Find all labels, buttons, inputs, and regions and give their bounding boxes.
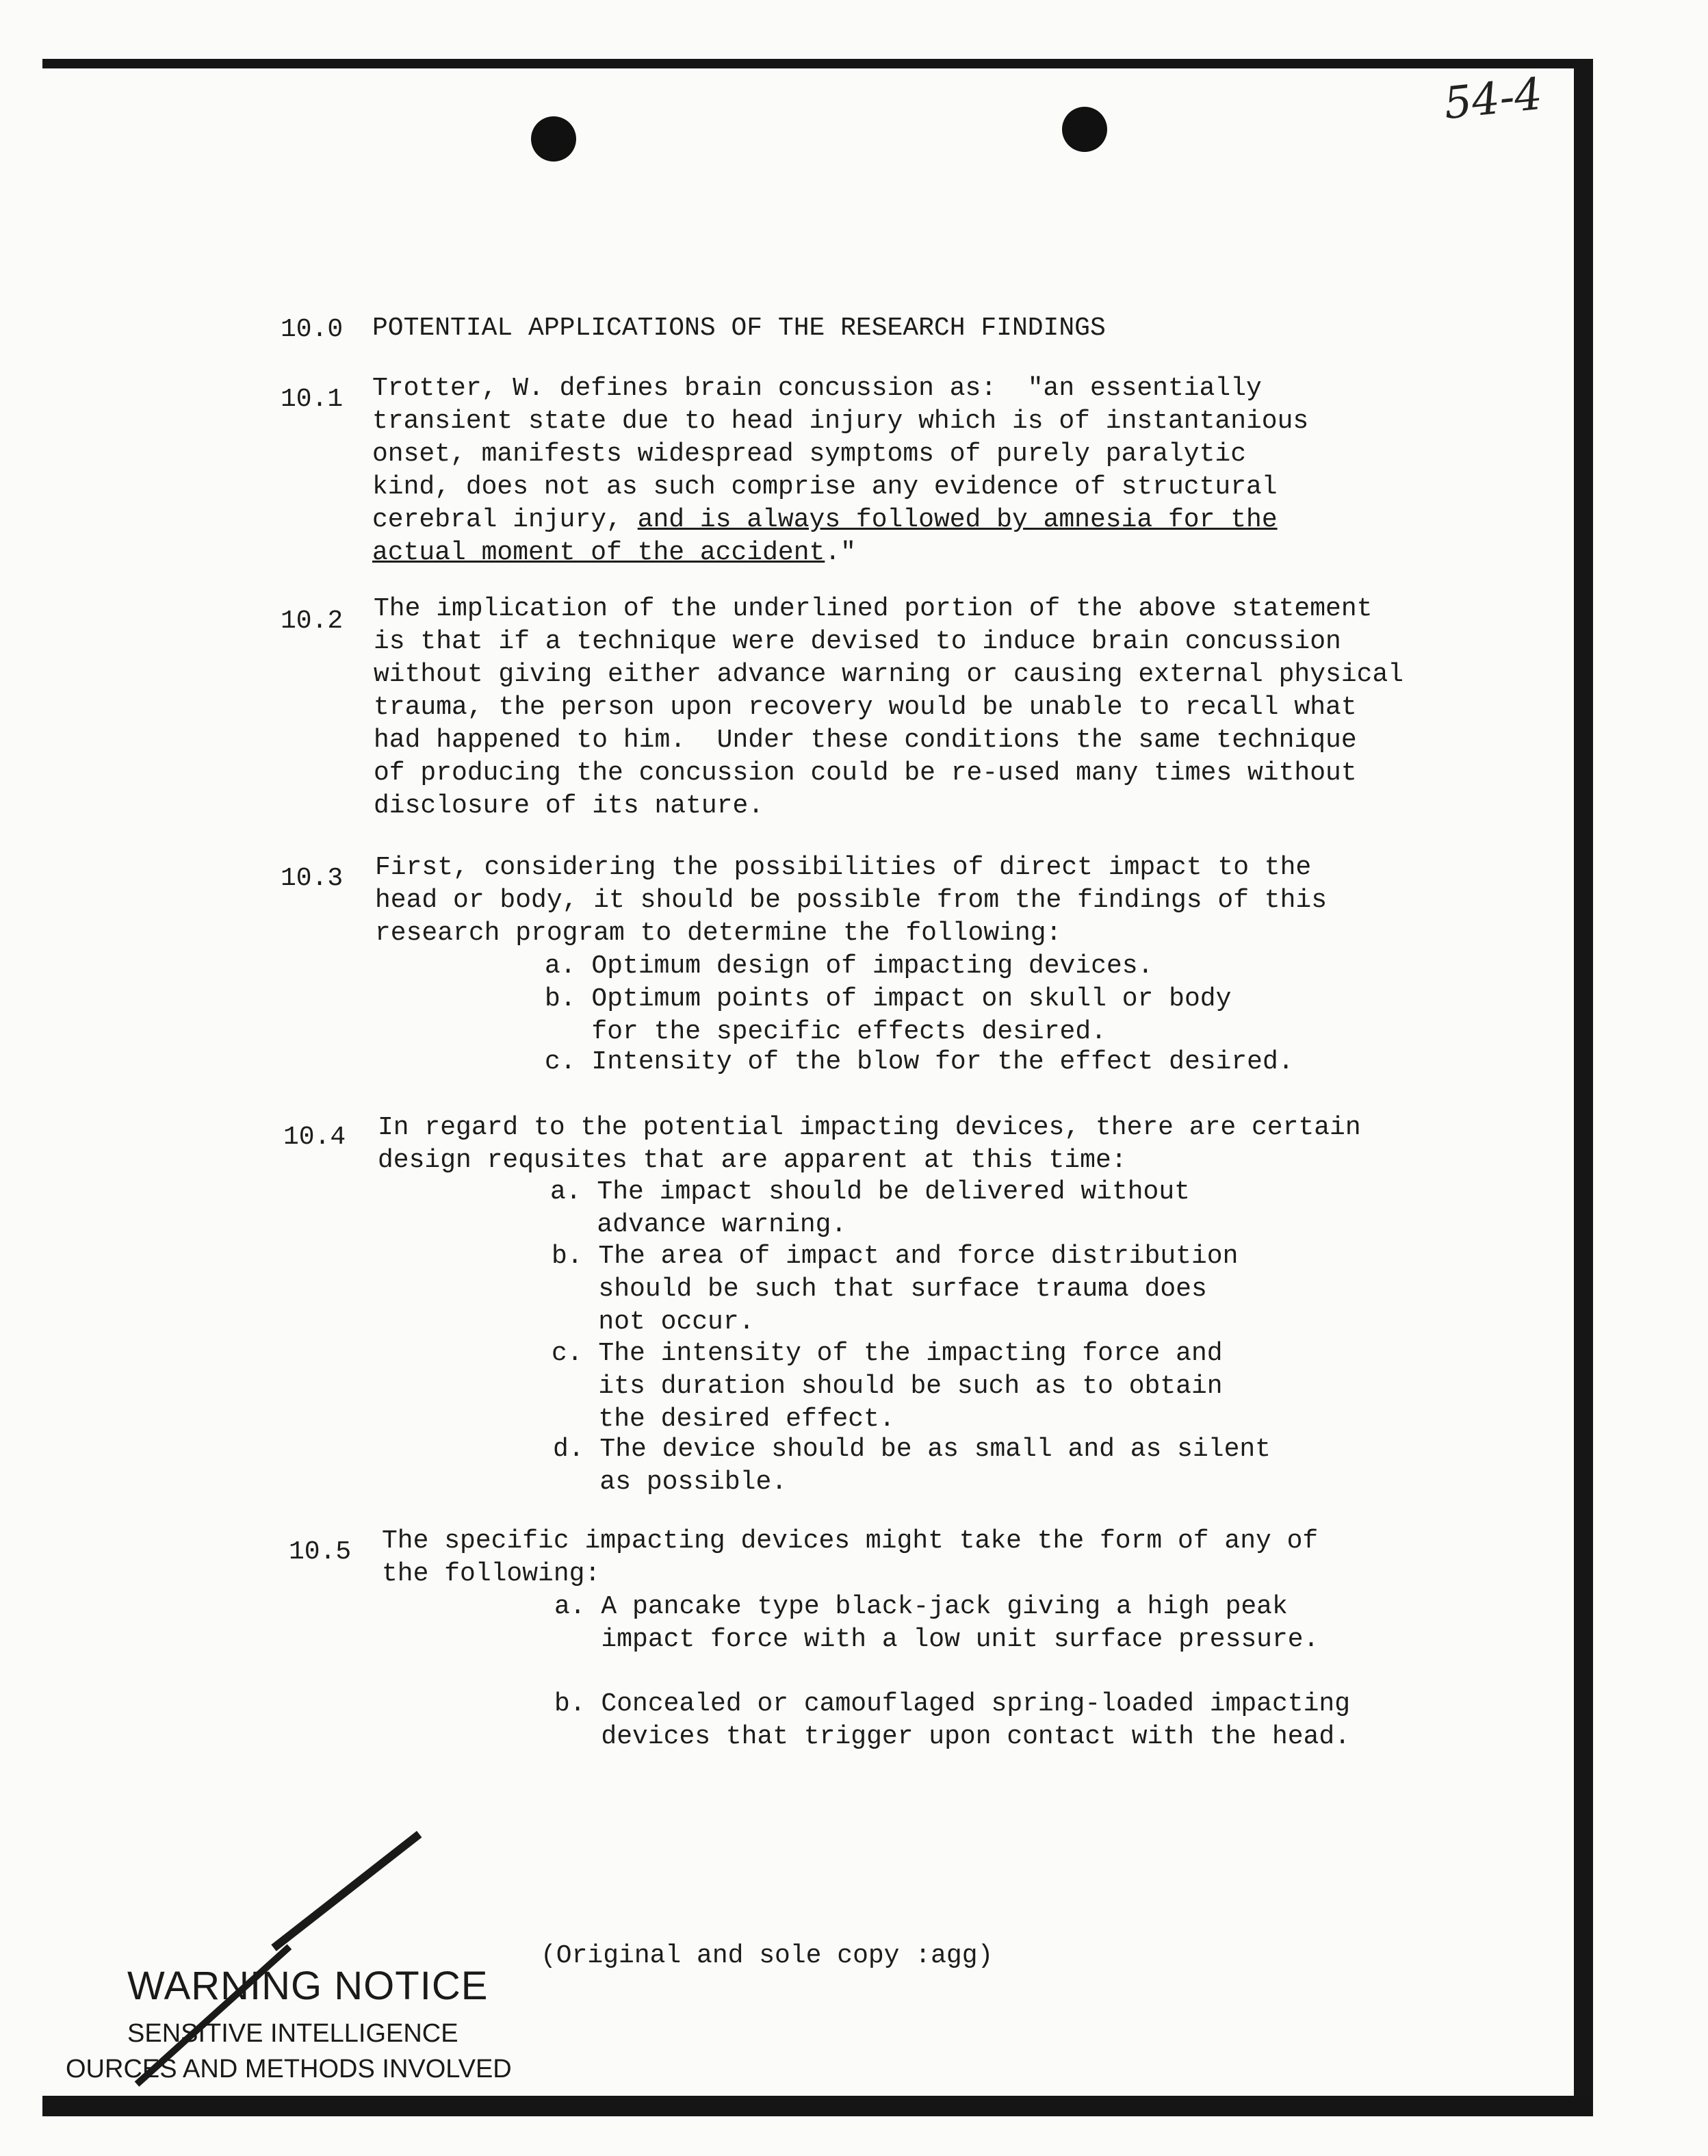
section-10-2-text (374, 593, 1403, 823)
list-item: d. The device should be as small and as silent as possible. (553, 1435, 1271, 1497)
section-10-4-text (378, 1112, 1361, 1177)
text-line: the following: (382, 1559, 601, 1589)
list-item: a. Optimum design of impacting devices. (545, 951, 1154, 981)
text-line: kind, does not as such comprise any evidence of structural (372, 472, 1278, 502)
section-10-1-text (372, 372, 1308, 569)
warning-stamp-line: OURCES AND METHODS INVOLVED (66, 2055, 512, 2083)
text-line: design requsites that are apparent at this time: (378, 1146, 1127, 1175)
warning-stamp-line: SENSITIVE INTELLIGENCE (127, 2019, 458, 2048)
punch-hole-left (531, 116, 576, 162)
scan-border-bottom (42, 2096, 1593, 2116)
punch-hole-right (1062, 107, 1107, 152)
text-line: transient state due to head injury which is of instantanious (372, 407, 1309, 436)
scan-border-top (42, 59, 1582, 68)
text-line: First, considering the possibilities of direct impact to the (375, 853, 1312, 882)
text-line: trauma, the person upon recovery would be unable to recall what (374, 693, 1357, 722)
text-line: cerebral injury, (372, 505, 638, 535)
copy-note: (Original and sole copy :agg) (541, 1941, 994, 1971)
underlined-text: actual moment of the accident (372, 538, 825, 567)
section-heading: POTENTIAL APPLICATIONS OF THE RESEARCH FINDINGS (372, 313, 1106, 343)
section-number: 10.0 (281, 315, 344, 344)
scan-border-right (1574, 59, 1593, 2105)
text-line: The specific impacting devices might take the form of any of (382, 1526, 1319, 1556)
text-line: had happened to him. Under these conditions the same technique (374, 726, 1357, 755)
text-line: In regard to the potential impacting devices, there are certain (378, 1113, 1361, 1142)
handwritten-page-number: 54-4 (1441, 68, 1545, 130)
list-item: a. A pancake type black-jack giving a high peak impact force with a low unit surface pressure. (554, 1592, 1319, 1654)
list-item: c. Intensity of the blow for the effect desired. (545, 1047, 1294, 1077)
section-10-3-text (375, 851, 1327, 950)
text-line: of producing the concussion could be re-used many times without (374, 758, 1357, 788)
text-line: ." (825, 538, 856, 567)
underlined-text: and is always followed by amnesia for the (637, 505, 1278, 535)
section-number: 10.4 (283, 1122, 346, 1152)
text-line: is that if a technique were devised to induce brain concussion (374, 627, 1341, 656)
list-item: b. Concealed or camouflaged spring-loaded impacting devices that trigger upon contact with the head. (554, 1689, 1350, 1751)
warning-stamp-title: WARNING NOTICE (127, 1964, 489, 2008)
section-number: 10.1 (281, 385, 344, 414)
list-item: b. Optimum points of impact on skull or body for the specific effects desired. (545, 984, 1232, 1047)
text-line: onset, manifests widespread symptoms of purely paralytic (372, 439, 1247, 469)
section-number: 10.5 (289, 1537, 352, 1567)
text-line: without giving either advance warning or causing external physical (374, 660, 1404, 689)
text-line: research program to determine the following: (375, 919, 1062, 948)
list-item: b. The area of impact and force distribution should be such that surface trauma does not occur. (552, 1242, 1239, 1337)
list-item: c. The intensity of the impacting force and its duration should be such as to obtain the desired effect. (552, 1339, 1223, 1434)
text-line: head or body, it should be possible from the findings of this (375, 886, 1328, 915)
list-item: a. The impact should be delivered without advance warning. (550, 1177, 1190, 1240)
section-number: 10.2 (281, 606, 344, 636)
strike-mark (271, 1831, 422, 1951)
text-line: The implication of the underlined portion of the above statement (374, 594, 1373, 624)
section-10-5-text (382, 1525, 1318, 1591)
text-line: disclosure of its nature. (374, 791, 764, 821)
section-number: 10.3 (281, 864, 344, 893)
text-line: Trotter, W. defines brain concussion as: "an essentially (372, 374, 1262, 403)
